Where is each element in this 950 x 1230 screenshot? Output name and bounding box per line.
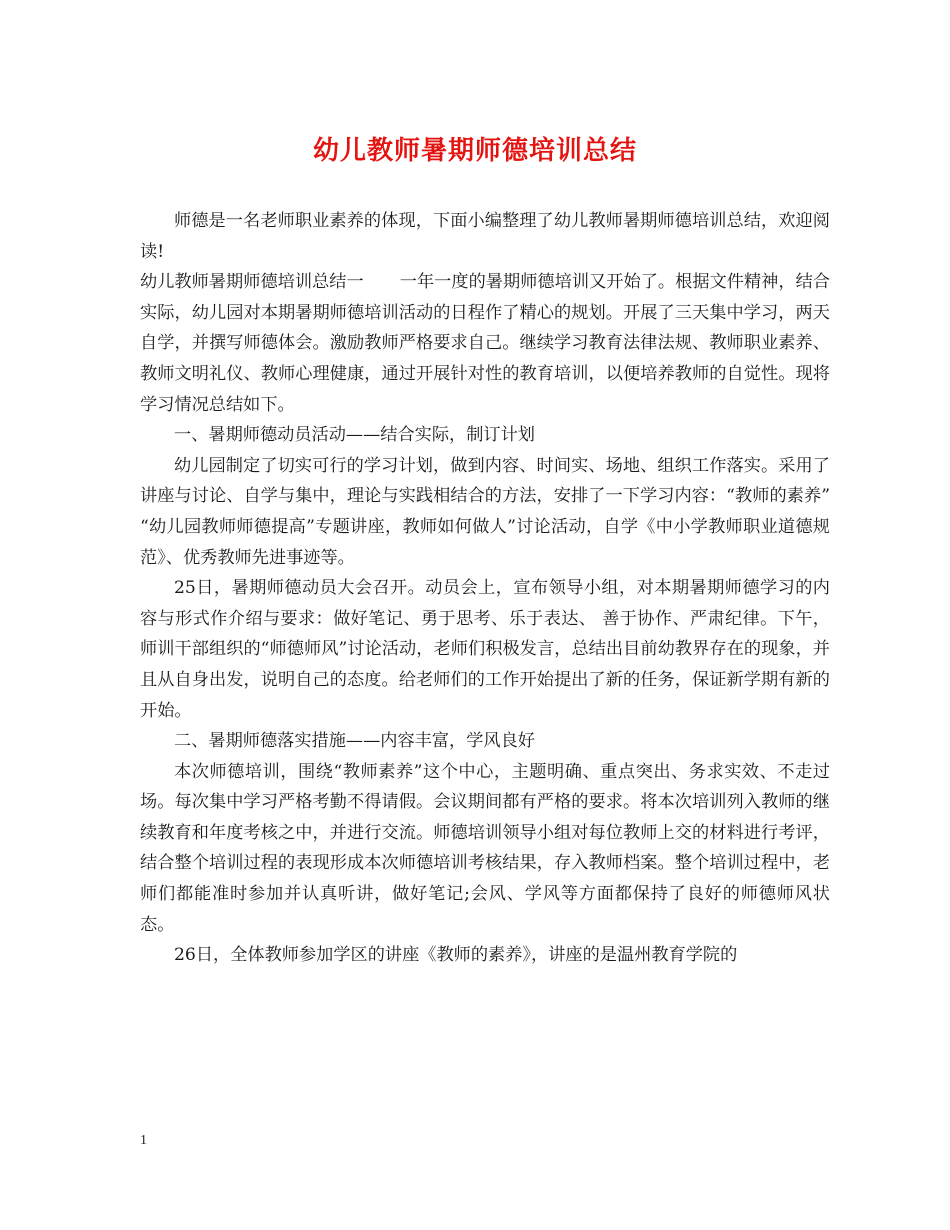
paragraph-three: 本次师德培训，围绕“教师素养”这个中心，主题明确、重点突出、务求实效、不走过场。每次集中学习严格考勤不得请假。会议期间都有严格的要求。将本次培训列入教师的继续教育和年度考核之中，并进行交流。师德培训领导小组对每位教师上交的材料进行考评，结合整个培训过程的表现形成本次师德培训考核结果，存入教师档案。整个培训过程中，老师们都能准时参加并认真听讲，做好笔记;会风、学风等方面都保持了良好的师德师风状态。 bbox=[140, 761, 830, 935]
document-body bbox=[140, 206, 830, 971]
section-label: 幼儿教师暑期师德培训总结一 bbox=[140, 272, 364, 293]
document-title: 幼儿教师暑期师德培训总结 bbox=[312, 136, 637, 166]
section-lead: 一年一度的暑期师德培训又开始了。根据文件精神，结合实际，幼儿园对本期暑期师德培训活动的日程作了精心的规划。开展了三天集中学习，两天自学，并撰写师德体会。激励教师严格要求自己。继续学习教育法律法规、教师职业素养、教师文明礼仪、教师心理健康，通过开展针对性的教育培训，以便培养教师的自觉性。现将学习情况总结如下。 bbox=[140, 272, 830, 415]
page-number: 1 bbox=[140, 1133, 147, 1148]
paragraph-two: 25日，暑期师德动员大会召开。动员会上，宣布领导小组，对本期暑期师德学习的内容与形式作介绍与要求：做好笔记、勇于思考、乐于表达、 善于协作、严肃纪律。下午，师训干部组织的“师德师风”讨论活动，老师们积极发言，总结出目前幼教界存在的现象，并且从自身出发，说明自己的态度。给老师们的工作开始提出了新的任务，保证新学期有新的开始。 bbox=[140, 578, 830, 721]
paragraph-four: 26日，全体教师参加学区的讲座《教师的素养》，讲座的是温州教育学院的 bbox=[174, 945, 738, 966]
heading-two: 二、暑期师德落实措施——内容丰富，学风良好 bbox=[174, 731, 535, 752]
section-one-paragraph bbox=[140, 267, 830, 420]
intro-paragraph: 师德是一名老师职业素养的体现，下面小编整理了幼儿教师暑期师德培训总结，欢迎阅读! bbox=[140, 211, 830, 262]
paragraph-one: 幼儿园制定了切实可行的学习计划，做到内容、时间实、场地、组织工作落实。采用了讲座与讨论、自学与集中，理论与实践相结合的方法，安排了一下学习内容：“教师的素养” “幼儿园教师师德提高”专题讲座，教师如何做人”讨论活动，自学《中小学教师职业道德规范》、优秀教师先进事迹等。 bbox=[140, 455, 830, 568]
heading-one: 一、暑期师德动员活动——结合实际，制订计划 bbox=[174, 425, 535, 446]
